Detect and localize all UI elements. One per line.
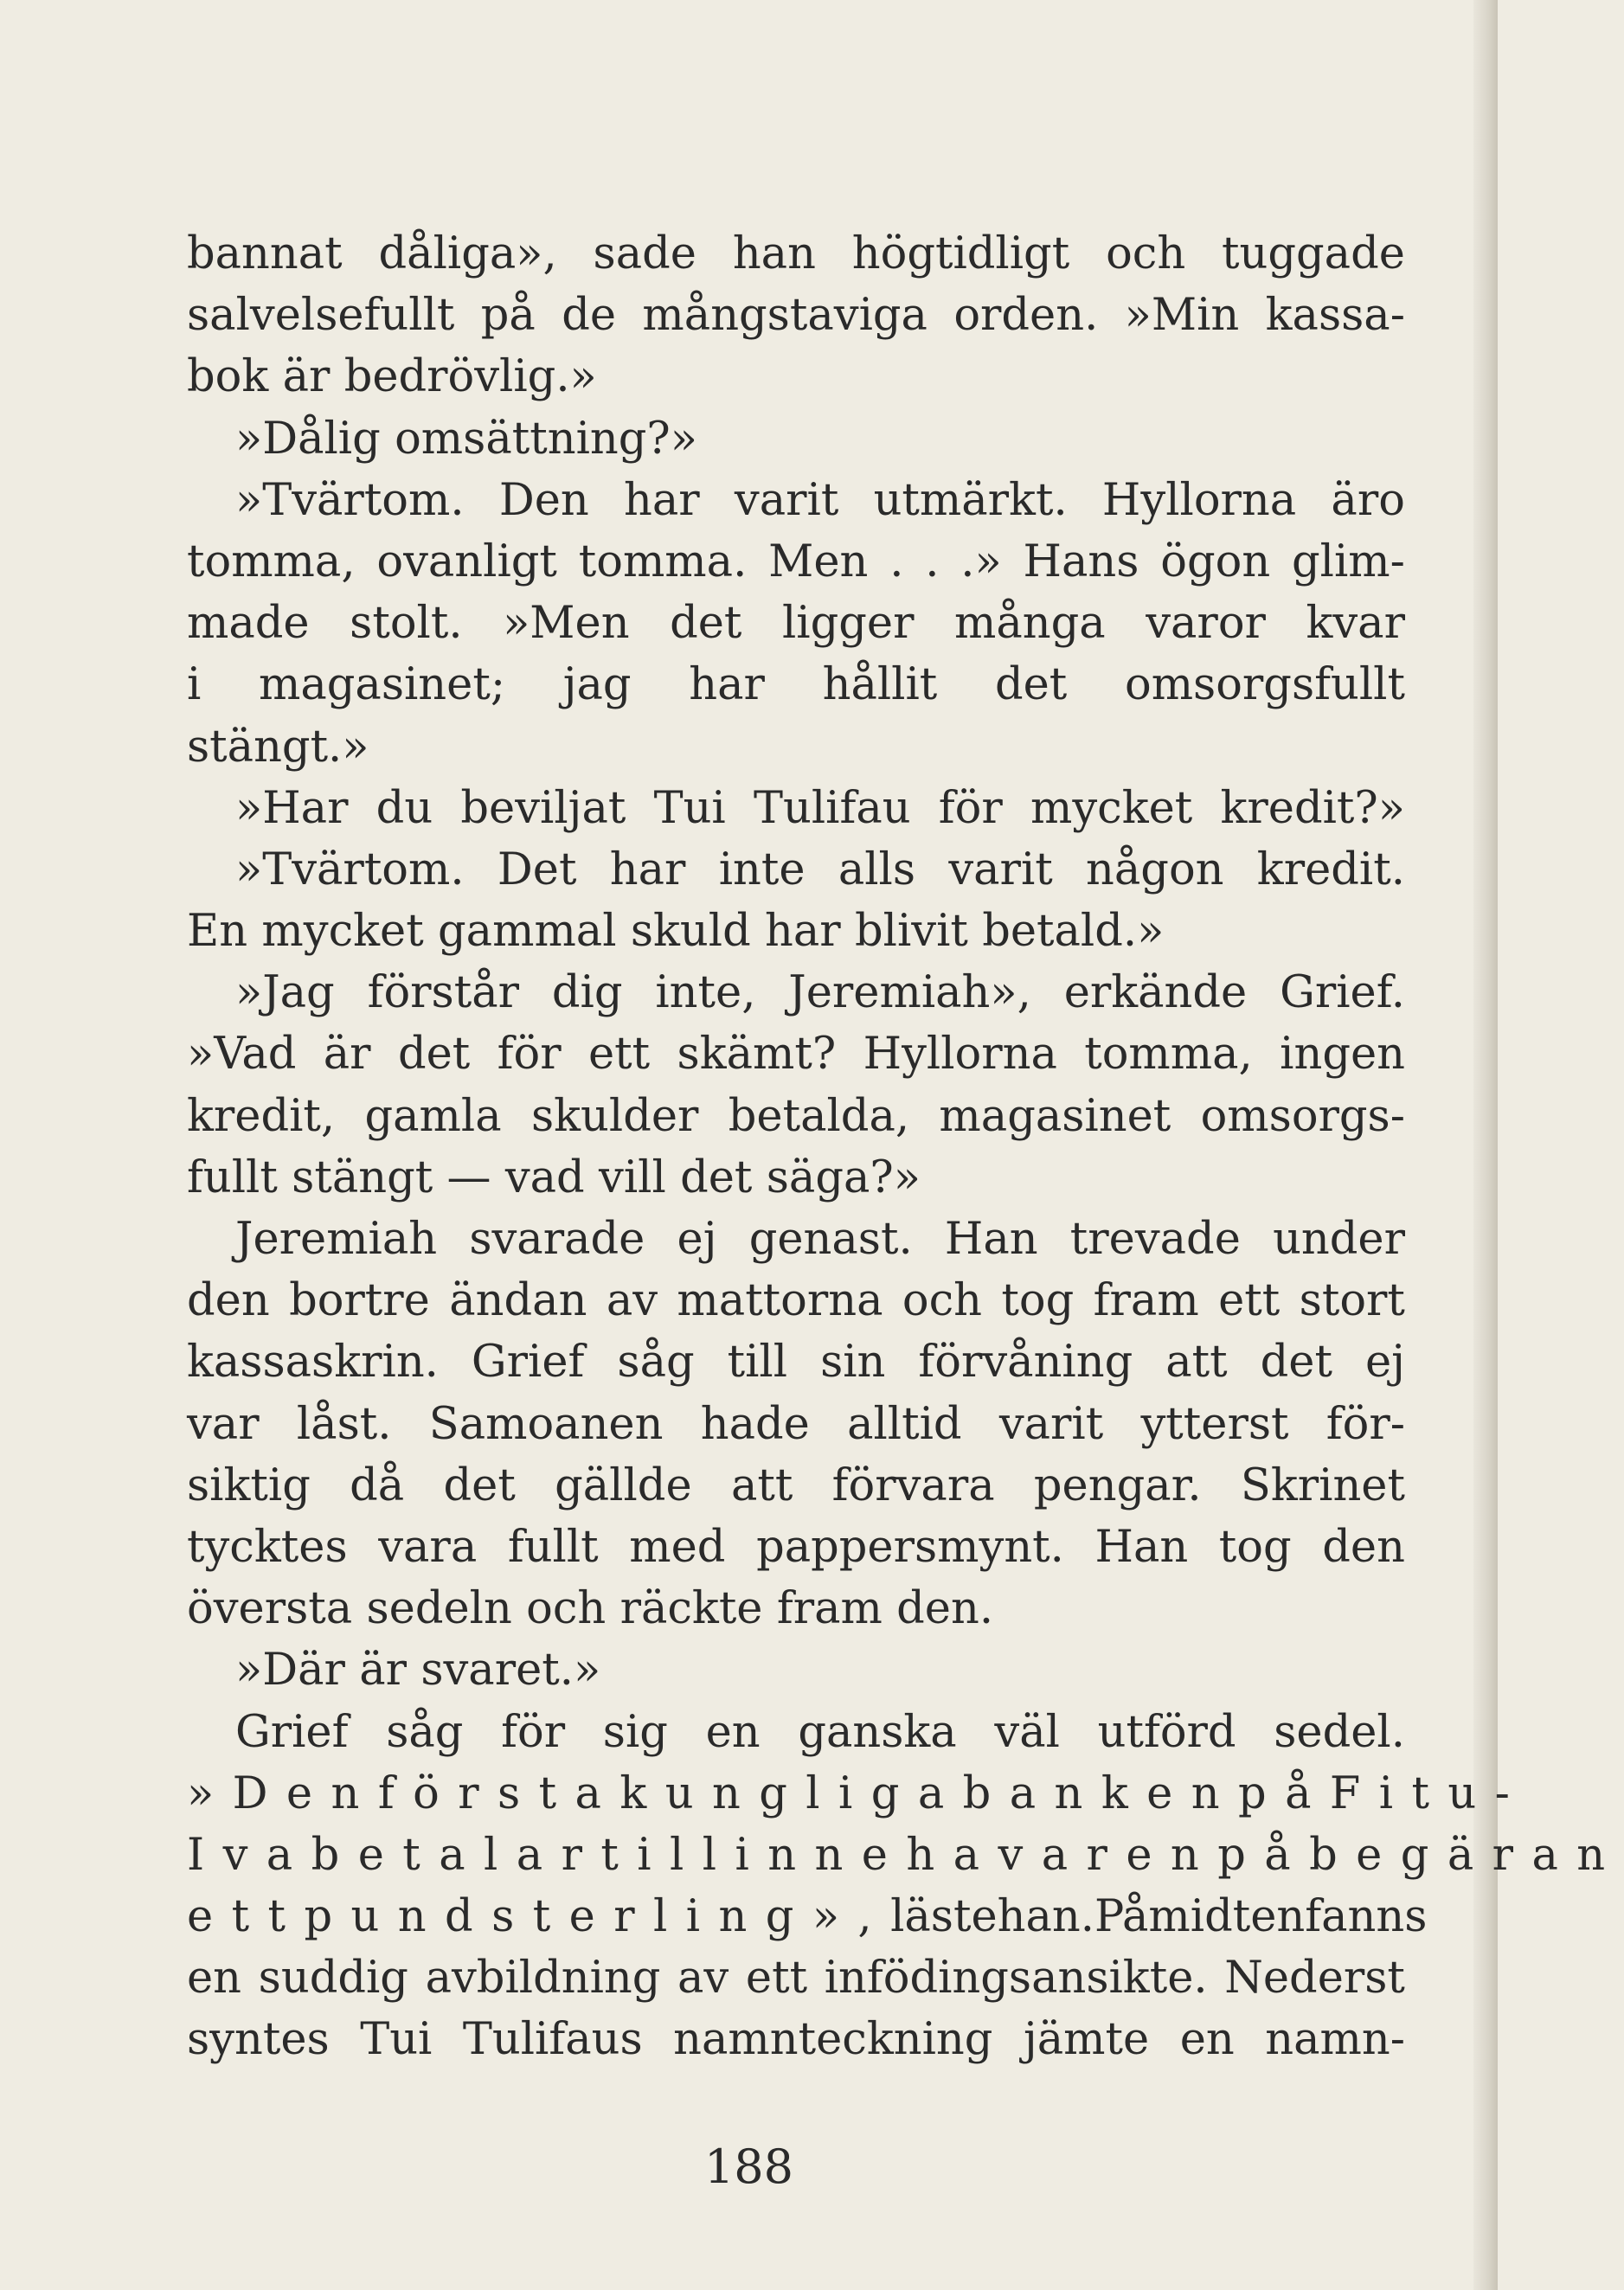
page-number: 188 (703, 2139, 794, 2194)
text-line: »Tvärtom. Den har varit utmärkt. Hyllorna äro (235, 474, 1405, 526)
text-line: »Har du beviljat Tui Tulifau för mycket kredit?» (235, 782, 1405, 834)
text-line: var låst. Samoanen hade alltid varit ytterst för- (187, 1398, 1405, 1450)
text-line: bok är bedrövlig.» (187, 351, 597, 403)
text-line: Grief såg för sig en ganska väl utförd sedel. (235, 1706, 1405, 1758)
text-line: »Den första kungliga banken på Fitu- (187, 1767, 1529, 1819)
text-line: syntes Tui Tulifaus namnteckning jämte en namn- (187, 2014, 1405, 2066)
text-line: »Vad är det för ett skämt? Hyllorna tomma, ingen (187, 1029, 1405, 1081)
text-line: Jeremiah svarade ej genast. Han trevade under (235, 1214, 1405, 1265)
text-line: översta sedeln och räckte fram den. (187, 1583, 994, 1635)
text-line: Iva betalar till innehavaren på begäran (187, 1829, 1624, 1881)
text-line: En mycket gammal skuld har blivit betald.» (187, 906, 1165, 958)
text-line: kredit, gamla skulder betalda, magasinet omsorgs- (187, 1090, 1405, 1142)
text-line: »Tvärtom. Det har inte alls varit någon kredit. (235, 844, 1405, 895)
text-line: tomma, ovanligt tomma. Men . . .» Hans ögon glim- (187, 536, 1405, 587)
text-line: i magasinet; jag har hållit det omsorgsfullt (187, 659, 1405, 711)
text-line: fullt stängt — vad vill det säga?» (187, 1151, 921, 1203)
text-line: tycktes vara fullt med pappersmynt. Han tog den (187, 1521, 1405, 1573)
text-line: bannat dåliga», sade han högtidligt och tuggade (187, 228, 1405, 279)
text-line: made stolt. »Men det ligger många varor kvar (187, 598, 1405, 650)
text-line: kassaskrin. Grief såg till sin förvåning att det ej (187, 1337, 1405, 1389)
text-line: ett pund sterling», läste han. På midten fanns (187, 1891, 1428, 1943)
text-line: en suddig avbildning av ett infödingsansikte. Nederst (187, 1953, 1405, 2005)
page-edge (1473, 0, 1498, 2290)
text-line: salvelsefullt på de mångstaviga orden. »Min kassa- (187, 290, 1405, 342)
text-line: »Dålig omsättning?» (235, 413, 697, 465)
text-line: siktig då det gällde att förvara pengar. Skrinet (187, 1459, 1405, 1511)
body-text (187, 223, 1624, 2071)
text-line: »Där är svaret.» (235, 1645, 601, 1697)
text-line: den bortre ändan av mattorna och tog fram ett stort (187, 1275, 1405, 1327)
text-line: »Jag förstår dig inte, Jeremiah», erkände Grief. (235, 967, 1405, 1019)
text-line: stängt.» (187, 721, 369, 773)
